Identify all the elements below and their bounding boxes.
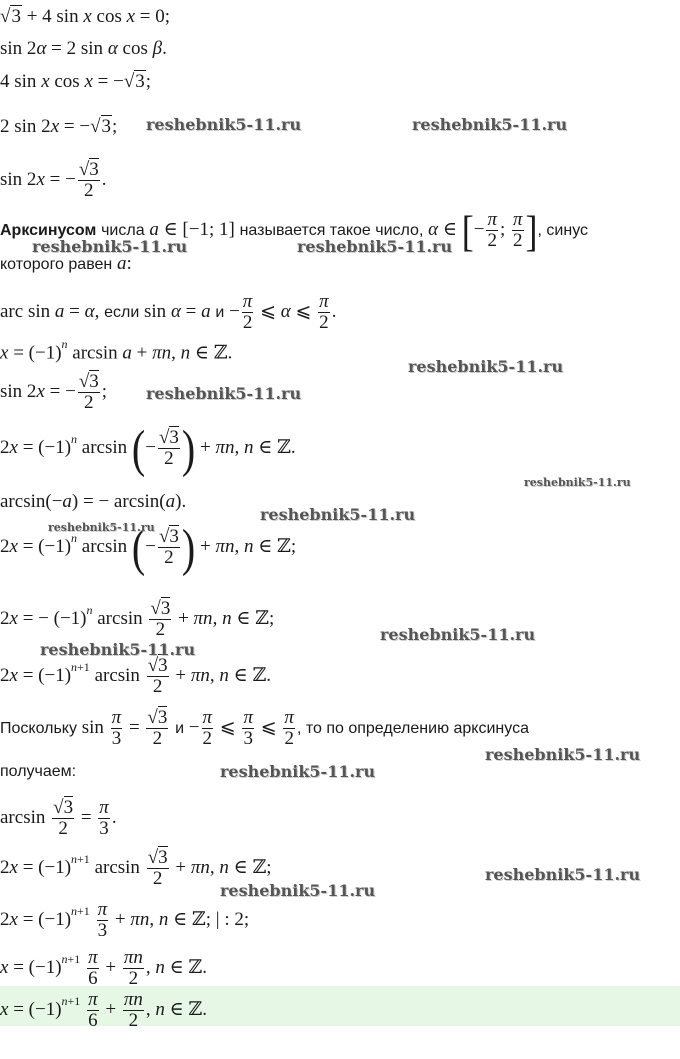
by-definition-text: , то по определению арксинуса (296, 719, 529, 737)
odd-property: arcsin(−a) = − arcsin(a). (0, 491, 187, 512)
watermark: reshebnik5-11.ru (524, 476, 631, 489)
watermark: reshebnik5-11.ru (297, 237, 453, 256)
equation-line-1: √3 + 4 sin x cos x = 0; (0, 6, 171, 27)
equation-line-3: 4 sin x cos x = −√3; (0, 71, 152, 92)
equation-line-10: $2x = (-1)^{n+1}$ arcsin $\frac{√3}{2}$ + πn, n ∈ ℤ. (0, 655, 272, 697)
watermark: reshebnik5-11.ru (146, 115, 302, 134)
watermark: reshebnik5-11.ru (40, 640, 196, 659)
watermark: reshebnik5-11.ru (412, 115, 568, 134)
watermark: reshebnik5-11.ru (380, 625, 536, 644)
final-answer: $x = (-1)^{n+1}$ $\frac{\pi}{6}$ + $\frac{\pi n}{2}$ , n ∈ ℤ. (0, 989, 208, 1031)
definition-text: , синус (537, 221, 589, 239)
word-and: и (175, 719, 185, 737)
word-since: Поскольку (0, 719, 77, 737)
since-statement: Поскольку sin $\frac{\pi}{3}$ = $\frac{√3}{2}$ и − $\frac{\pi}{2}$ ⩽ $\frac{\pi}{3}$ ⩽ $\frac{\pi}{2}$ , то по определению арксинуса (0, 707, 529, 749)
definition-text: числа (101, 221, 145, 239)
equation-line-8: $2x = (-1)^n$ arcsin (− $\frac{√3}{2}$ ) + πn, n ∈ ℤ; (0, 517, 297, 577)
equation-line-12: $2x = (-1)^{n+1}$ arcsin $\frac{√3}{2}$ + πn, n ∈ ℤ; (0, 847, 272, 889)
equation-line-6: sin 2x = − $\frac{√3}{2}$ ; (0, 371, 108, 413)
arcsin-definition: Арксинусом числа a ∈ [−1; 1] называется такое число, α ∈ [− $\frac{\pi}{2}$ ; $\frac{\pi}{2}$ ], синус (0, 206, 589, 255)
watermark: reshebnik5-11.ru (260, 505, 416, 524)
watermark: reshebnik5-11.ru (32, 237, 188, 256)
equation-line-13: $2x = (-1)^{n+1}$ $\frac{\pi}{3}$ + πn, n ∈ ℤ; | : 2; (0, 899, 250, 941)
watermark: reshebnik5-11.ru (485, 745, 641, 764)
arcsin-condition: arc sin a = α, если sin α = a и − $\frac{\pi}{2}$ ⩽ α ⩽ $\frac{\pi}{2}$ . (0, 291, 337, 333)
equation-line-2: sin 2α = 2 sin α cos β. (0, 38, 167, 59)
equation-line-4: 2 sin 2x = −√3; (0, 116, 118, 137)
watermark: reshebnik5-11.ru (146, 384, 302, 403)
definition-text: которого равен (0, 256, 113, 273)
watermark: reshebnik5-11.ru (485, 865, 641, 884)
word-and: и (215, 303, 225, 321)
get-statement (0, 760, 76, 783)
definition-text: называется такое число, (239, 221, 424, 239)
watermark: reshebnik5-11.ru (408, 357, 564, 376)
definition-term: Арксинусом (0, 221, 97, 239)
word-if: если (104, 303, 140, 321)
watermark: reshebnik5-11.ru (48, 521, 155, 534)
word-get: получаем: (0, 763, 77, 780)
general-formula: $x = (-1)^n$ arcsin a + πn, n ∈ ℤ. (0, 337, 233, 364)
equation-line-7: $2x = (-1)^n$ arcsin (− $\frac{√3}{2}$ ) + πn, n ∈ ℤ. (0, 418, 296, 478)
equation-line-14: $x = (-1)^{n+1}$ $\frac{\pi}{6}$ + $\frac{\pi n}{2}$ , n ∈ ℤ. (0, 947, 208, 989)
watermark: reshebnik5-11.ru (220, 881, 376, 900)
equation-line-11: arcsin $\frac{√3}{2}$ = $\frac{\pi}{3}$ . (0, 797, 117, 839)
equation-line-5: sin 2x = − $\frac{√3}{2}$ . (0, 159, 107, 201)
equation-line-9: 2x = − $(-1)^n$ arcsin $\frac{√3}{2}$ + πn, n ∈ ℤ; (0, 598, 275, 640)
arcsin-definition-cont: которого равен a: (0, 253, 132, 274)
watermark: reshebnik5-11.ru (220, 762, 376, 781)
